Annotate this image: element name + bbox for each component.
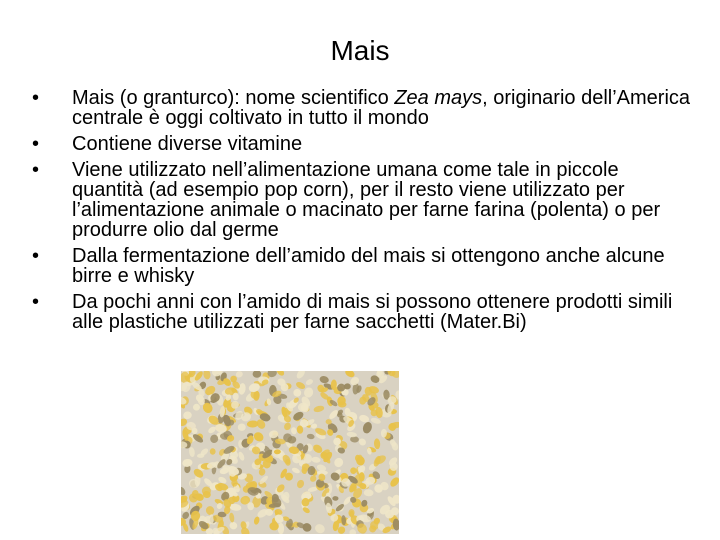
corn-kernel (292, 454, 301, 464)
bullet-text: Dalla fermentazione dell’amido del mais si ottengono anche alcune birre e whisky (72, 245, 665, 287)
bullet-dot: • (32, 245, 40, 267)
bullet-dot: • (32, 159, 40, 181)
bullet-list (32, 88, 692, 338)
corn-kernel (359, 472, 365, 481)
corn-kernels-photo (181, 371, 399, 534)
bullet-text: Viene utilizzato nell’alimentazione umana come tale in piccole quantità (ad esempio pop corn), per il resto viene utilizzato per l’alimentazione animale o macinato per farne farina (polenta) o per produrre olio dal germe (72, 159, 661, 241)
slide-title: Mais (330, 35, 390, 66)
bullet-text: Da pochi anni con l’amido di mais si possono ottenere prodotti simili alle plastiche utilizzati per farne sacchetti (Mater.Bi) (72, 291, 673, 333)
bullet-item (32, 160, 692, 240)
bullet-text: Contiene diverse vitamine (72, 133, 303, 155)
scientific-name: Zea mays (394, 87, 483, 109)
bullet-item (32, 134, 692, 154)
bullet-text: Mais (o granturco): nome scientifico (72, 87, 395, 109)
bullet-dot: • (32, 87, 40, 109)
bullet-dot: • (32, 291, 40, 313)
corn-kernel (349, 511, 354, 518)
bullet-item (32, 246, 692, 286)
bullet-item (32, 292, 692, 332)
bullet-dot: • (32, 133, 40, 155)
bullet-item (32, 88, 692, 128)
bullet-text: , originario dell’America centrale è oggi coltivato in tutto il mondo (72, 87, 691, 129)
